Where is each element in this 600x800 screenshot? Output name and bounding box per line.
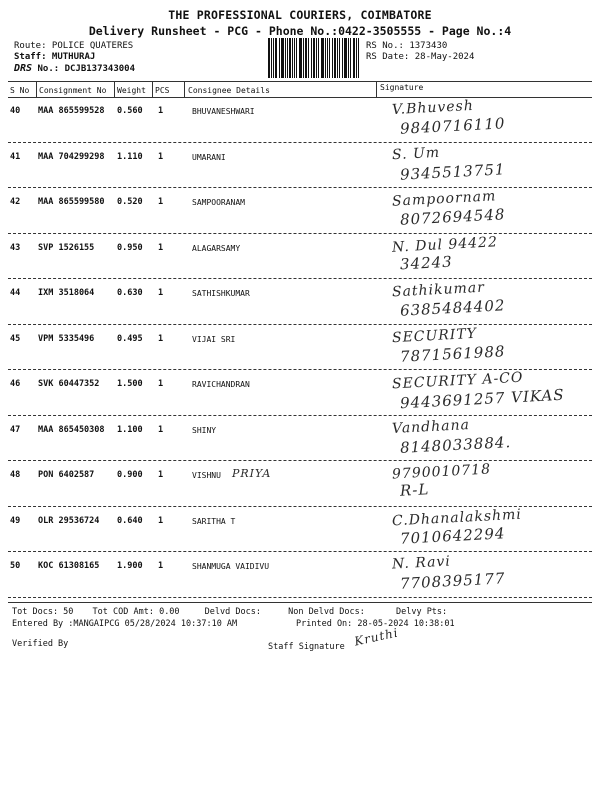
column-header-sno: S No <box>10 86 30 95</box>
row-signature-line1: 9790010718 <box>391 461 492 483</box>
barcode-bar <box>268 38 270 78</box>
row-weight: 0.630 <box>117 288 143 298</box>
footer-rule <box>8 602 592 603</box>
table-top-rule <box>8 81 592 82</box>
route-label: Route: POLICE QUATERES <box>14 41 134 51</box>
row-pcs: 1 <box>158 197 164 207</box>
row-separator <box>8 460 592 461</box>
column-header-signature: Signature <box>380 83 424 92</box>
barcode-bar <box>311 38 312 78</box>
barcode-bar <box>325 38 326 78</box>
barcode-bar <box>308 38 309 78</box>
row-signature-line1: S. Um <box>391 144 441 163</box>
row-consignee-name: VIJAI SRI <box>192 334 236 344</box>
row-sno: 44 <box>10 288 21 298</box>
col-divider <box>36 82 37 98</box>
row-separator <box>8 142 592 143</box>
row-pcs: 1 <box>158 333 164 344</box>
row-consignment-no: SVP 1526155 <box>38 242 95 253</box>
row-consignee-name: SATHISHKUMAR <box>192 289 250 298</box>
row-consignee-name: SAMPOORANAM <box>192 198 245 207</box>
row-consignment-no: OLR 29536724 <box>38 515 100 526</box>
col-divider <box>376 82 377 98</box>
row-signature-line2: 34243 <box>399 252 454 273</box>
barcode-bar <box>334 38 336 78</box>
row-consignment-no: MAA 865599528 <box>38 106 105 116</box>
barcode-bar <box>356 38 357 78</box>
row-signature-line1: Vandhana <box>391 416 471 437</box>
barcode-bar <box>316 38 317 78</box>
barcode-bar <box>344 38 347 78</box>
row-signature-line2: 7871561988 <box>399 341 506 366</box>
staff-signature-scrawl: Kruthi <box>353 625 400 649</box>
barcode-bar <box>303 38 304 78</box>
row-weight: 0.520 <box>117 197 143 207</box>
row-weight: 1.100 <box>117 424 143 435</box>
col-divider <box>114 82 115 98</box>
barcode-bar <box>358 38 359 78</box>
row-pcs: 1 <box>158 561 164 571</box>
row-consignment-no: MAA 704299298 <box>38 151 105 162</box>
drs-number <box>14 63 135 74</box>
column-header-consignee: Consignee Details <box>188 86 270 95</box>
row-consignment-no: MAA 865599580 <box>38 197 105 207</box>
row-sno: 41 <box>10 151 21 162</box>
row-consignee-note: PRIYA <box>232 467 272 480</box>
row-sno: 50 <box>10 561 21 571</box>
row-sno: 43 <box>10 242 21 253</box>
row-weight: 0.640 <box>117 515 143 526</box>
barcode-bar <box>299 38 302 78</box>
row-consignee-name: SHANMUGA VAIDIVU <box>192 562 270 571</box>
row-pcs: 1 <box>158 470 164 480</box>
row-weight: 0.560 <box>117 106 143 116</box>
row-consignee-name: ALAGARSAMY <box>192 243 241 253</box>
barcode-bar <box>281 38 284 78</box>
tot-cod: Tot COD Amt: 0.00 <box>92 607 180 617</box>
row-weight: 0.495 <box>117 333 143 344</box>
barcode-bar <box>294 38 295 78</box>
row-pcs: 1 <box>158 424 164 435</box>
row-sno: 46 <box>10 379 21 389</box>
column-header-weight: Weight <box>117 86 146 95</box>
row-separator <box>8 597 592 598</box>
row-pcs: 1 <box>158 151 164 162</box>
row-pcs: 1 <box>158 515 164 526</box>
delvd-docs: Delvd Docs: <box>204 607 261 617</box>
row-signature-line2: 6385484402 <box>399 296 506 320</box>
footer-totals <box>12 607 597 617</box>
row-signature-line2: R-L <box>399 480 430 500</box>
row-signature-line1: SECURITY A-CO <box>391 369 524 393</box>
tot-docs: Tot Docs: 50 <box>12 607 74 617</box>
entered-by: Entered By :MANGAIPCG 05/28/2024 10:37:10 AM <box>12 619 238 629</box>
barcode-bar <box>332 38 333 78</box>
drs-no: No.: DCJB137343004 <box>37 64 136 74</box>
row-consignment-no: PON 6402587 <box>38 470 95 480</box>
row-pcs: 1 <box>158 242 164 253</box>
verified-by-label: Verified By <box>12 639 69 649</box>
row-signature-line2: 8148033884. <box>399 432 512 457</box>
row-separator <box>8 233 592 234</box>
row-sno: 49 <box>10 515 21 526</box>
column-header-pcs: PCS <box>155 86 170 95</box>
col-divider <box>184 82 185 98</box>
row-separator <box>8 324 592 325</box>
row-sno: 40 <box>10 106 21 116</box>
col-divider <box>152 82 153 98</box>
row-weight: 0.900 <box>117 470 143 480</box>
row-signature-line1: N. Ravi <box>391 553 452 573</box>
barcode-bar <box>318 38 319 78</box>
row-separator <box>8 187 592 188</box>
staff-label: Staff: MUTHURAJ <box>14 52 96 62</box>
staff-signature-label: Staff Signature <box>268 642 345 652</box>
page-title: THE PROFESSIONAL COURIERS, COIMBATORE <box>168 8 432 22</box>
barcode-bar <box>321 38 324 78</box>
row-sno: 42 <box>10 197 21 207</box>
barcode-bar <box>275 38 277 78</box>
row-signature-line2: 8072694548 <box>399 205 506 229</box>
row-consignment-no: SVK 60447352 <box>38 379 100 389</box>
row-consignment-no: MAA 865450308 <box>38 424 105 435</box>
barcode-bar <box>350 38 351 78</box>
row-consignee-name: UMARANI <box>192 152 226 162</box>
row-pcs: 1 <box>158 288 164 298</box>
barcode-bar <box>279 38 280 78</box>
barcode-bar <box>305 38 307 78</box>
row-consignee-name: SARITHA T <box>192 516 236 526</box>
row-signature-line2: 9840716110 <box>399 114 506 138</box>
row-signature-line2: 9443691257 VIKAS <box>399 385 566 413</box>
row-sno: 45 <box>10 333 21 344</box>
row-weight: 0.950 <box>117 242 143 253</box>
row-signature-line1: V.Bhuvesh <box>391 97 475 119</box>
page-subtitle: Delivery Runsheet - PCG - Phone No.:0422-3505555 - Page No.:4 <box>88 24 512 38</box>
printed-on: Printed On: 28-05-2024 10:38:01 <box>296 619 455 629</box>
row-pcs: 1 <box>158 106 164 116</box>
row-weight: 1.900 <box>117 561 143 571</box>
barcode-bar <box>353 38 355 78</box>
row-consignee-name: VISHNU <box>192 471 221 480</box>
rs-number: RS No.: 1373430 <box>366 41 448 51</box>
barcode-bar <box>271 38 272 78</box>
barcode-bar <box>285 38 286 78</box>
row-separator <box>8 551 592 552</box>
row-signature-line2: 7708395177 <box>399 569 506 593</box>
row-signature-line1: C.Dhanalakshmi <box>391 506 523 529</box>
row-signature-line1: N. Dul 94422 <box>391 233 499 256</box>
barcode-bar <box>289 38 291 78</box>
row-pcs: 1 <box>158 379 164 389</box>
barcode-bar <box>296 38 297 78</box>
barcode <box>268 38 360 78</box>
row-sno: 48 <box>10 470 21 480</box>
table-header-rule <box>8 97 592 98</box>
row-consignment-no: IXM 3518064 <box>38 288 95 298</box>
delvy-pts: Delvy Pts: <box>395 607 448 617</box>
row-separator <box>8 278 592 279</box>
barcode-bar <box>273 38 274 78</box>
non-delvd-docs: Non Delvd Docs: <box>288 607 365 617</box>
column-header-consignment: Consignment No <box>39 86 107 95</box>
barcode-bar <box>329 38 331 78</box>
barcode-bar <box>337 38 338 78</box>
rs-date: RS Date: 28-May-2024 <box>366 52 475 62</box>
row-consignee-name: RAVICHANDRAN <box>192 380 250 389</box>
row-signature-line2: 9345513751 <box>399 159 506 184</box>
row-consignment-no: KOC 61308165 <box>38 561 100 571</box>
barcode-bar <box>348 38 349 78</box>
row-weight: 1.110 <box>117 151 143 162</box>
row-signature-line2: 7010642294 <box>399 523 506 548</box>
row-consignee-name: SHINY <box>192 425 217 435</box>
row-consignment-no: VPM 5335496 <box>38 333 95 344</box>
row-separator <box>8 415 592 416</box>
row-weight: 1.500 <box>117 379 143 389</box>
row-signature-line1: Sathikumar <box>391 279 486 301</box>
row-signature-line1: Sampoornam <box>391 188 497 210</box>
barcode-bar <box>287 38 288 78</box>
barcode-bar <box>342 38 343 78</box>
barcode-bar <box>313 38 315 78</box>
row-sno: 47 <box>10 424 21 435</box>
barcode-bar <box>327 38 328 78</box>
barcode-bar <box>292 38 293 78</box>
drs-prefix: DRS <box>14 63 33 74</box>
row-signature-line1: SECURITY <box>391 325 478 346</box>
barcode-bar <box>339 38 340 78</box>
row-separator <box>8 506 592 507</box>
row-consignee-name: BHUVANESHWARI <box>192 107 255 116</box>
